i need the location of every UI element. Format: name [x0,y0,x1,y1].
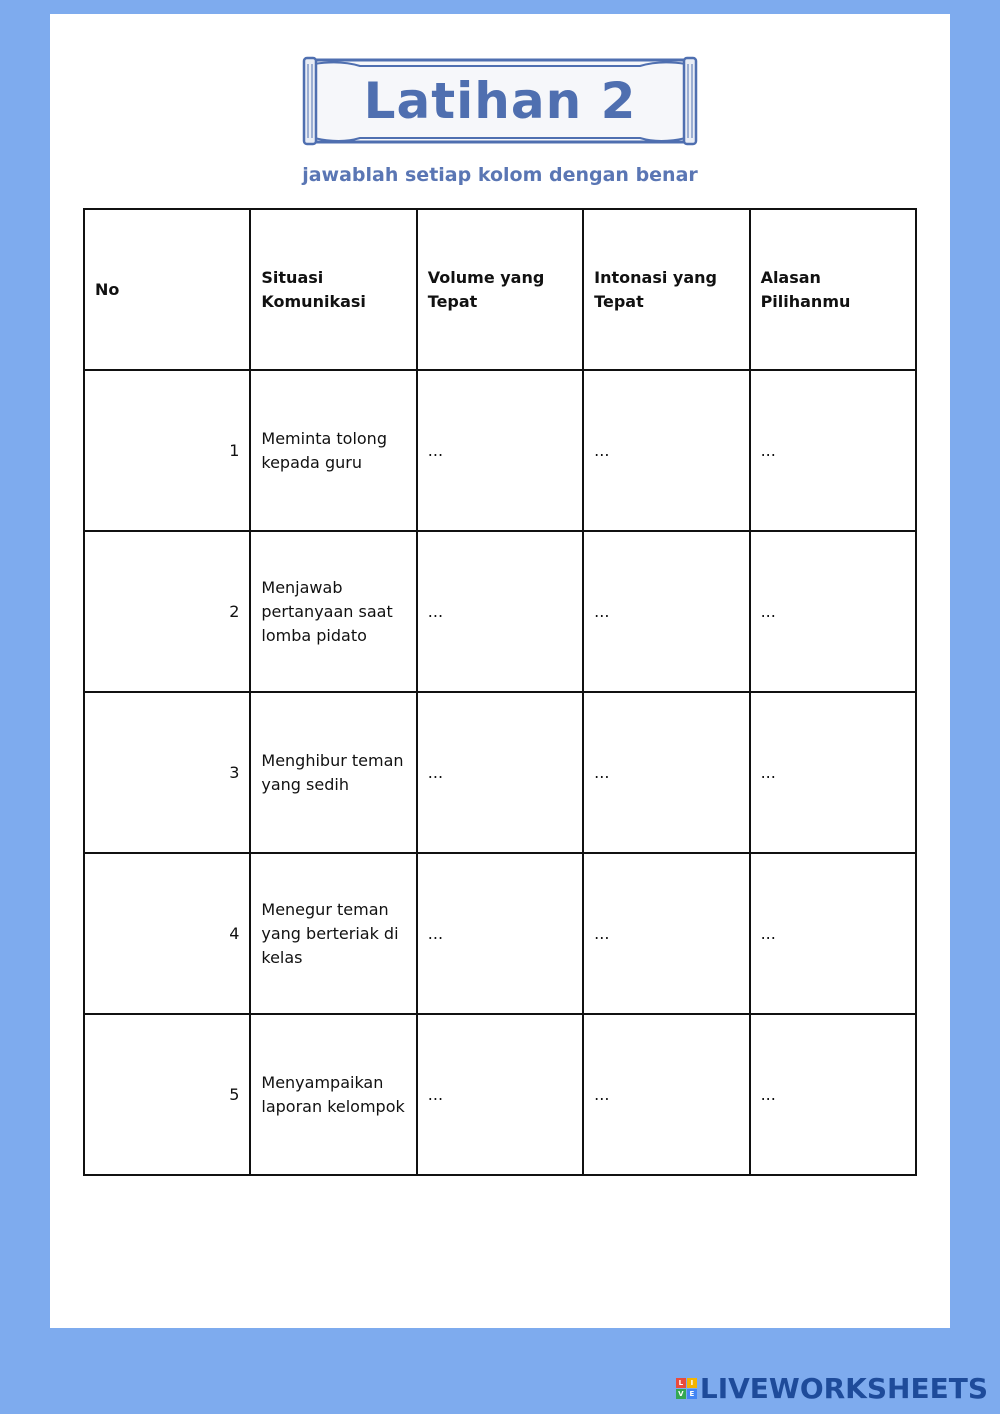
liveworksheets-logo[interactable] [676,1368,988,1408]
intonation-answer-field[interactable]: ... [583,370,749,531]
row-number: 1 [84,370,250,531]
table-row [84,370,916,531]
instruction-text: jawablah setiap kolom dengan benar [302,164,698,186]
reason-answer-field[interactable]: ... [750,531,916,692]
reason-answer-field[interactable]: ... [750,370,916,531]
header-situasi: Situasi Komunikasi [250,209,416,370]
intonation-answer-field[interactable]: ... [583,692,749,853]
logo-mark-icon [676,1378,697,1399]
volume-answer-field[interactable]: ... [417,370,583,531]
logo-letter: I [687,1378,697,1388]
header-alasan: Alasan Pilihanmu [750,209,916,370]
situation-cell: Meminta tolong kepada guru [250,370,416,531]
situation-cell: Menegur teman yang berteriak di kelas [250,853,416,1014]
intonation-answer-field[interactable]: ... [583,1014,749,1175]
logo-text: LIVEWORKSHEETS [699,1371,988,1405]
header-intonasi: Intonasi yang Tepat [583,209,749,370]
row-number: 5 [84,1014,250,1175]
logo-letter: E [687,1389,697,1399]
reason-answer-field[interactable]: ... [750,853,916,1014]
row-number: 2 [84,531,250,692]
situation-cell: Menyampaikan laporan kelompok [250,1014,416,1175]
situation-cell: Menghibur teman yang sedih [250,692,416,853]
volume-answer-field[interactable]: ... [417,853,583,1014]
row-number: 3 [84,692,250,853]
header-volume: Volume yang Tepat [417,209,583,370]
row-number: 4 [84,853,250,1014]
table-row [84,692,916,853]
intonation-answer-field[interactable]: ... [583,531,749,692]
situation-cell: Menjawab pertanyaan saat lomba pidato [250,531,416,692]
volume-answer-field[interactable]: ... [417,1014,583,1175]
table-row [84,1014,916,1175]
logo-letter: L [676,1378,686,1388]
worksheet-page [50,14,950,1328]
intonation-answer-field[interactable]: ... [583,853,749,1014]
reason-answer-field[interactable]: ... [750,692,916,853]
logo-letter: V [676,1389,686,1399]
page-title: Latihan 2 [363,72,637,130]
reason-answer-field[interactable]: ... [750,1014,916,1175]
table-row [84,531,916,692]
table-row [84,853,916,1014]
table-header-row [84,209,916,370]
volume-answer-field[interactable]: ... [417,531,583,692]
title-banner [300,54,700,148]
exercise-table [83,208,917,1176]
volume-answer-field[interactable]: ... [417,692,583,853]
header-no: No [84,209,250,370]
